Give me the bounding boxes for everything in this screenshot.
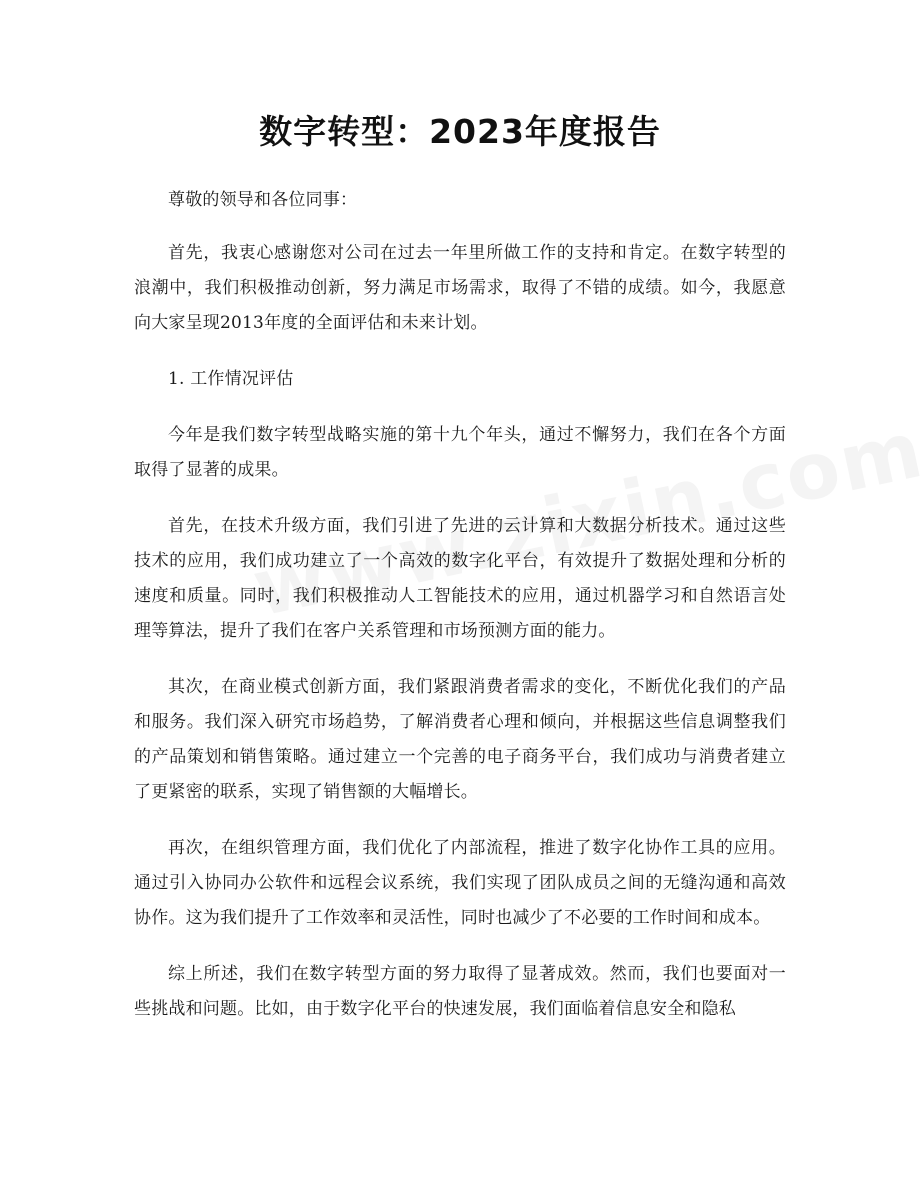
body-paragraph: 首先，在技术升级方面，我们引进了先进的云计算和大数据分析技术。通过这些技术的应用，我们成功建立了一个高效的数字化平台，有效提升了数据处理和分析的速度和质量。同时，我们积极推动人工智能技术的应用，通过机器学习和自然语言处理等算法，提升了我们在客户关系管理和市场预测方面的能力。 [134,516,786,641]
intro-paragraph: 首先，我衷心感谢您对公司在过去一年里所做工作的支持和肯定。在数字转型的浪潮中，我们积极推动创新，努力满足市场需求，取得了不错的成绩。如今，我愿意向大家呈现2013年度的全面评估和未来计划。 [134,243,786,333]
body-paragraph: 再次，在组织管理方面，我们优化了内部流程，推进了数字化协作工具的应用。通过引入协同办公软件和远程会议系统，我们实现了团队成员之间的无缝沟通和高效协作。这为我们提升了工作效率和灵活性，同时也减少了不必要的工作时间和成本。 [134,838,786,928]
section-heading: 1. 工作情况评估 [168,369,294,389]
body-paragraph: 综上所述，我们在数字转型方面的努力取得了显著成效。然而，我们也要面对一些挑战和问题。比如，由于数字化平台的快速发展，我们面临着信息安全和隐私 [134,964,786,1019]
body-paragraph: 其次，在商业模式创新方面，我们紧跟消费者需求的变化，不断优化我们的产品和服务。我们深入研究市场趋势，了解消费者心理和倾向，并根据这些信息调整我们的产品策划和销售策略。通过建立一个完善的电子商务平台，我们成功与消费者建立了更紧密的联系，实现了销售额的大幅增长。 [134,677,786,802]
salutation-paragraph: 尊敬的领导和各位同事： [168,190,358,210]
body-paragraph: 今年是我们数字转型战略实施的第十九个年头，通过不懈努力，我们在各个方面取得了显著的成果。 [134,425,786,480]
document-body [134,183,786,1048]
page-title: 数字转型：2023年度报告 [259,112,661,151]
